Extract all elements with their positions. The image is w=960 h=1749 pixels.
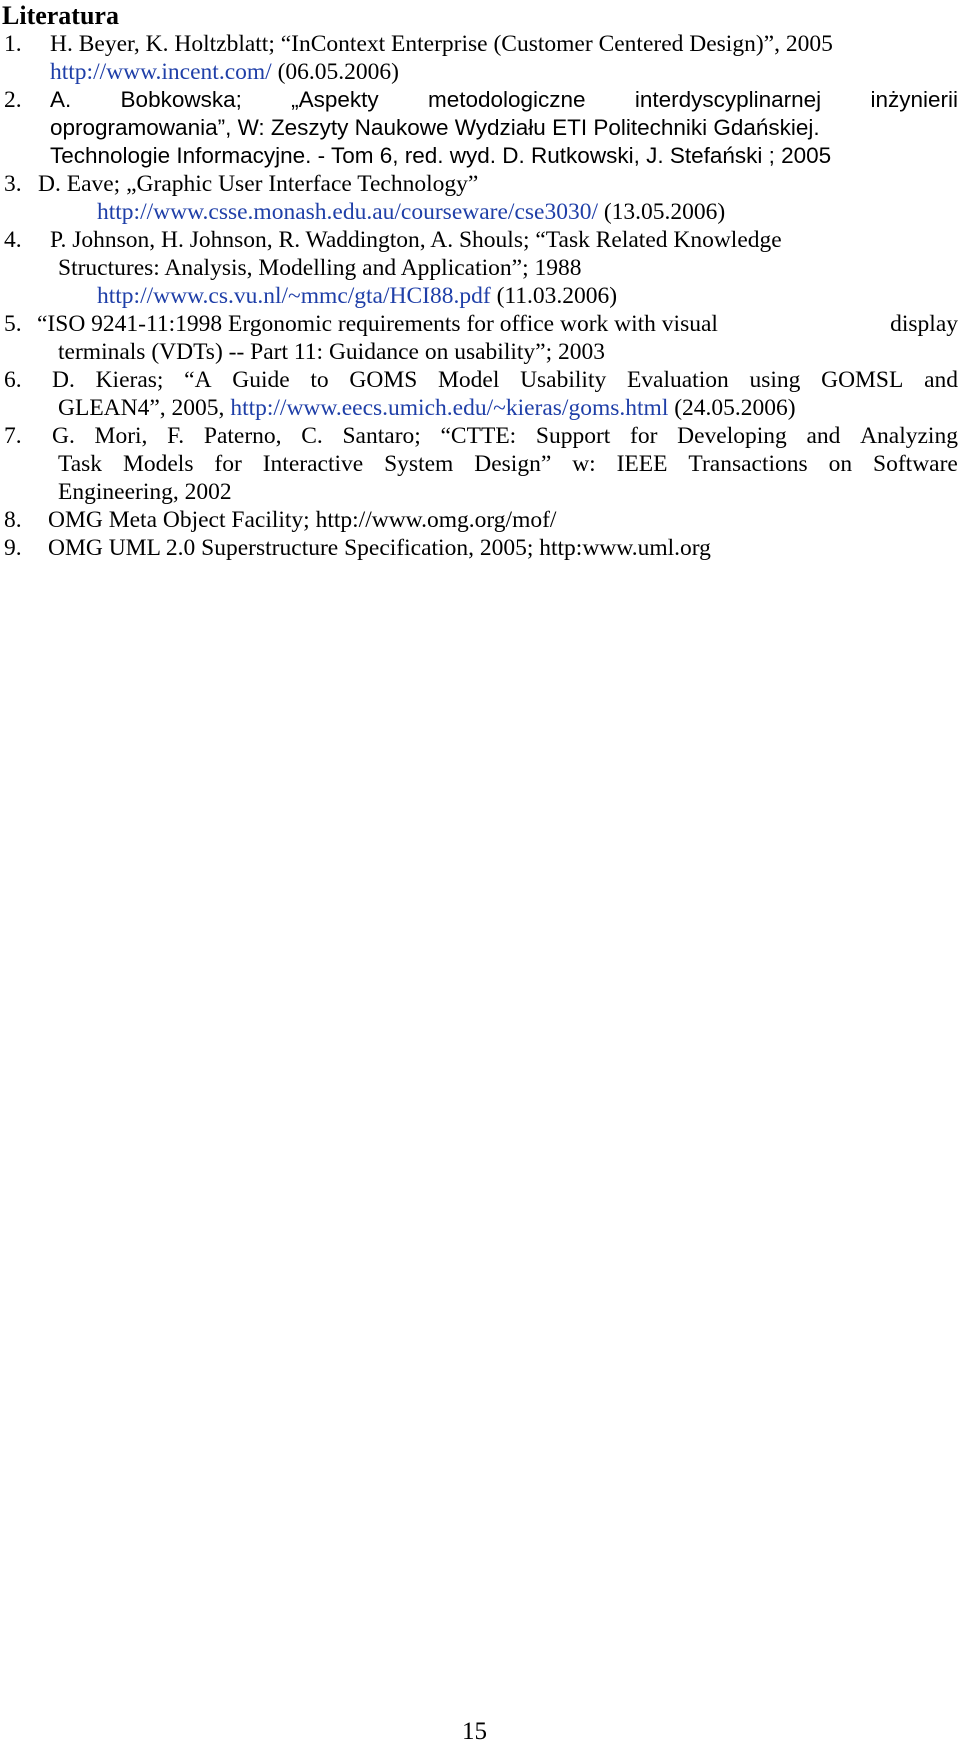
access-date: (24.05.2006) bbox=[674, 395, 796, 421]
word: Paterno, bbox=[203, 423, 282, 449]
reference-7-line-1 bbox=[52, 421, 958, 451]
reference-4-link-line bbox=[97, 281, 617, 311]
reference-3 bbox=[4, 169, 478, 199]
word: Software bbox=[873, 451, 958, 477]
word: System bbox=[384, 451, 454, 477]
reference-2-line-1 bbox=[50, 85, 958, 115]
reference-6-line-1 bbox=[52, 365, 958, 395]
reference-link[interactable]: http://www.incent.com/ bbox=[50, 59, 272, 85]
reference-text: D. Eave; „Graphic User Interface Technology” bbox=[38, 171, 479, 197]
reference-number: 7. bbox=[4, 423, 22, 449]
word: Mori, bbox=[94, 423, 148, 449]
access-date: (06.05.2006) bbox=[277, 59, 399, 85]
word: “CTTE: bbox=[440, 423, 517, 449]
word: interdyscyplinarnej bbox=[634, 87, 822, 112]
reference-6-line-2 bbox=[58, 393, 796, 423]
word: Evaluation bbox=[626, 367, 729, 393]
reference-3-link-line bbox=[97, 197, 725, 227]
word: for bbox=[214, 451, 242, 477]
reference-1-link-line bbox=[50, 57, 399, 87]
reference-number: 6. bbox=[4, 367, 22, 393]
page-number: 15 bbox=[462, 1718, 487, 1745]
access-date: (13.05.2006) bbox=[603, 199, 726, 225]
word: Usability bbox=[520, 367, 607, 393]
word: A. bbox=[50, 87, 72, 112]
reference-7-number bbox=[4, 421, 22, 451]
reference-6-number bbox=[4, 365, 22, 395]
reference-2-line-2: oprogramowania”, W: Zeszyty Naukowe Wydziału ETI Politechniki Gdańskiej. bbox=[50, 115, 820, 140]
word: Bobkowska; bbox=[120, 87, 242, 112]
word: using bbox=[749, 367, 801, 393]
reference-text: display bbox=[890, 311, 958, 337]
reference-8 bbox=[4, 505, 556, 535]
reference-text: OMG UML 2.0 Superstructure Specification, 2005; http:www.uml.org bbox=[48, 535, 711, 561]
reference-text: H. Beyer, K. Holtzblatt; “InContext Enterprise (Customer Centered Design)”, 2005 bbox=[50, 31, 833, 57]
word: Models bbox=[122, 451, 194, 477]
word: Santaro; bbox=[342, 423, 421, 449]
word: F. bbox=[167, 423, 185, 449]
word: to bbox=[310, 367, 329, 393]
word: inżynierii bbox=[870, 87, 958, 112]
reference-7-line-2 bbox=[58, 449, 958, 479]
reference-text: OMG Meta Object Facility; http://www.omg.org/mof/ bbox=[48, 507, 557, 533]
word: D. bbox=[52, 367, 75, 393]
reference-9 bbox=[4, 533, 711, 563]
word: Analyzing bbox=[860, 423, 958, 449]
reference-number: 1. bbox=[4, 31, 22, 57]
reference-number: 3. bbox=[4, 171, 22, 197]
reference-4-line-2: Structures: Analysis, Modelling and Application”; 1988 bbox=[58, 255, 582, 281]
reference-link[interactable]: http://www.cs.vu.nl/~mmc/gta/HCI88.pdf bbox=[97, 283, 491, 309]
word: G. bbox=[52, 423, 75, 449]
word: C. bbox=[301, 423, 323, 449]
word: Support bbox=[535, 423, 611, 449]
access-date: (11.03.2006) bbox=[496, 283, 618, 309]
word: “A bbox=[184, 367, 212, 393]
reference-link[interactable]: http://www.csse.monash.edu.au/courseware/cse3030/ bbox=[97, 199, 598, 225]
word: Transactions bbox=[688, 451, 808, 477]
word: on bbox=[828, 451, 853, 477]
reference-1 bbox=[4, 29, 833, 59]
word: Design” bbox=[474, 451, 552, 477]
reference-5-line-2: terminals (VDTs) -- Part 11: Guidance on usability”; 2003 bbox=[58, 339, 606, 365]
reference-7-line-3: Engineering, 2002 bbox=[58, 479, 232, 505]
word: IEEE bbox=[616, 451, 668, 477]
reference-text: “ISO 9241-11:1998 Ergonomic requirements for office work with visual bbox=[37, 311, 718, 337]
reference-link[interactable]: http://www.eecs.umich.edu/~kieras/goms.html bbox=[230, 395, 669, 421]
reference-5-line-1 bbox=[37, 309, 958, 339]
reference-number: 2. bbox=[4, 87, 22, 113]
reference-number: 9. bbox=[4, 535, 22, 561]
word: Kieras; bbox=[95, 367, 164, 393]
reference-text: P. Johnson, H. Johnson, R. Waddington, A. Shouls; “Task Related Knowledge bbox=[50, 227, 782, 253]
word: Task bbox=[58, 451, 103, 477]
word: Model bbox=[438, 367, 500, 393]
word: and bbox=[806, 423, 841, 449]
word: GOMS bbox=[349, 367, 418, 393]
reference-4 bbox=[4, 225, 782, 255]
word: for bbox=[630, 423, 658, 449]
word: w: bbox=[572, 451, 596, 477]
reference-2-number bbox=[4, 85, 22, 115]
word: metodologiczne bbox=[427, 87, 586, 112]
word: „Aspekty bbox=[291, 87, 379, 112]
section-heading: Literatura bbox=[2, 1, 119, 30]
word: Developing bbox=[677, 423, 787, 449]
reference-number: 4. bbox=[4, 227, 22, 253]
reference-text: GLEAN4”, 2005, bbox=[58, 395, 225, 421]
reference-5-number bbox=[4, 309, 22, 339]
reference-2-line-3: Technologie Informacyjne. - Tom 6, red. wyd. D. Rutkowski, J. Stefański ; 2005 bbox=[50, 143, 832, 168]
word: Interactive bbox=[262, 451, 364, 477]
reference-number: 5. bbox=[4, 311, 22, 337]
word: and bbox=[924, 367, 958, 393]
word: GOMSL bbox=[821, 367, 904, 393]
reference-number: 8. bbox=[4, 507, 22, 533]
word: Guide bbox=[232, 367, 290, 393]
